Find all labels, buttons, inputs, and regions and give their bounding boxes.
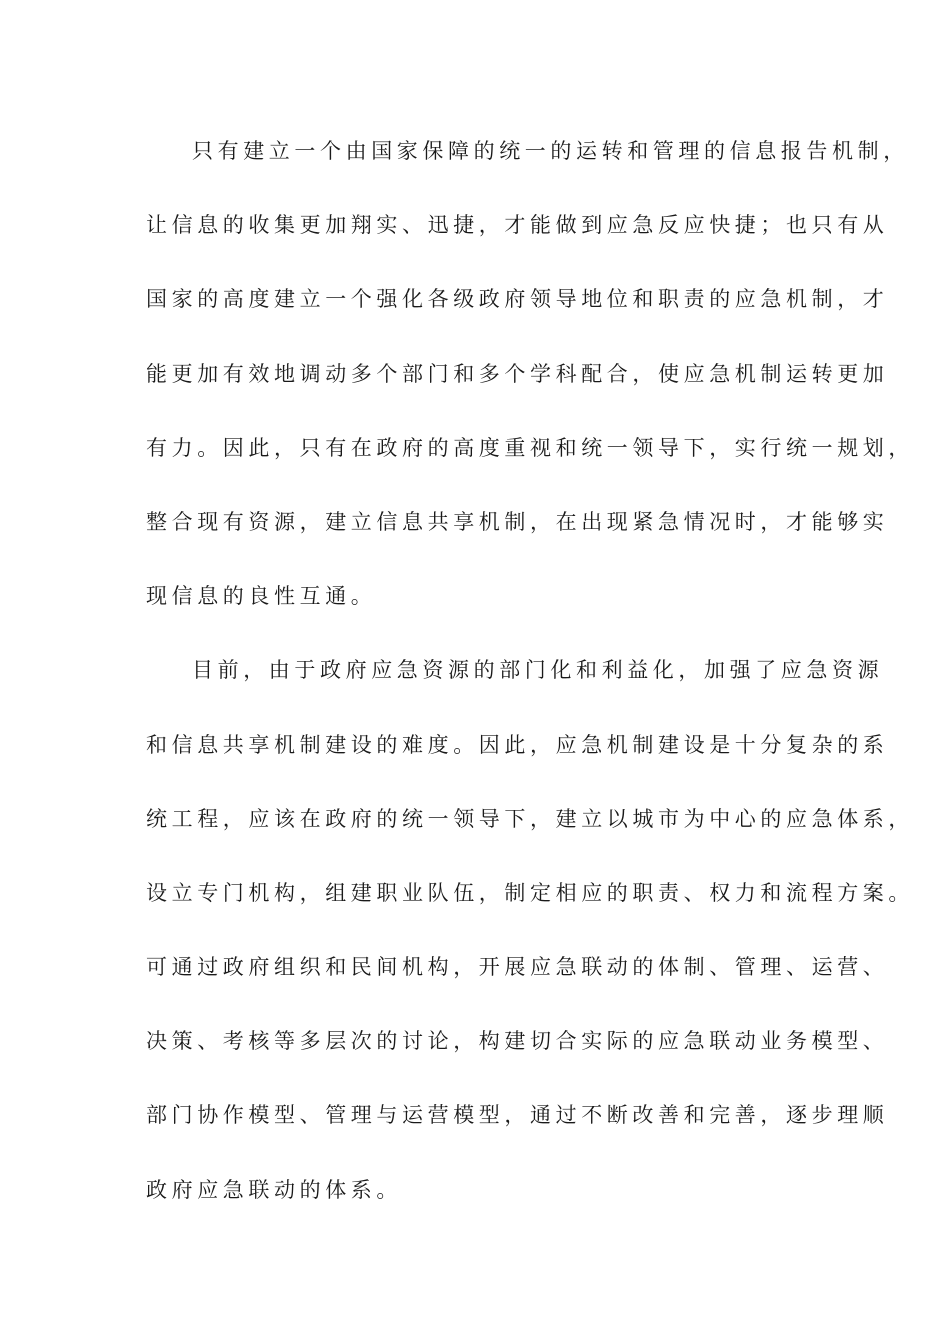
paragraph-line: 只有建立一个由国家保障的统一的运转和管理的信息报告机制，: [192, 139, 909, 163]
paragraph-line: 目前，由于政府应急资源的部门化和利益化，加强了应急资源: [192, 658, 884, 683]
paragraph-line: 政府应急联动的体系。: [146, 1177, 402, 1202]
paragraph-line: 整合现有资源，建立信息共享机制，在出现紧急情况时，才能够实: [146, 509, 889, 534]
paragraph-line: 国家的高度建立一个强化各级政府领导地位和职责的应急机制，才: [146, 287, 889, 312]
document-body: [146, 128, 914, 1241]
paragraph-line: 设立专门机构，组建职业队伍，制定相应的职责、权力和流程方案。: [146, 880, 914, 905]
paragraph-line: 让信息的收集更加翔实、迅捷，才能做到应急反应快捷；也只有从: [146, 213, 889, 238]
paragraph-line: 和信息共享机制建设的难度。因此，应急机制建设是十分复杂的系: [146, 732, 889, 757]
paragraph-line: 现信息的良性互通。: [146, 584, 377, 609]
paragraph-line: 有力。因此，只有在政府的高度重视和统一领导下，实行统一规划，: [146, 435, 914, 460]
paragraph-line: 可通过政府组织和民间机构，开展应急联动的体制、管理、运营、: [146, 955, 889, 980]
paragraph-2: [146, 647, 914, 1241]
paragraph-line: 决策、考核等多层次的讨论，构建切合实际的应急联动业务模型、: [146, 1029, 889, 1054]
paragraph-line: 部门协作模型、管理与运营模型，通过不断改善和完善，逐步理顺: [146, 1103, 889, 1128]
paragraph-1: [146, 128, 914, 647]
paragraph-line: 能更加有效地调动多个部门和多个学科配合，使应急机制运转更加: [146, 361, 889, 386]
paragraph-line: 统工程，应该在政府的统一领导下，建立以城市为中心的应急体系，: [146, 806, 914, 831]
